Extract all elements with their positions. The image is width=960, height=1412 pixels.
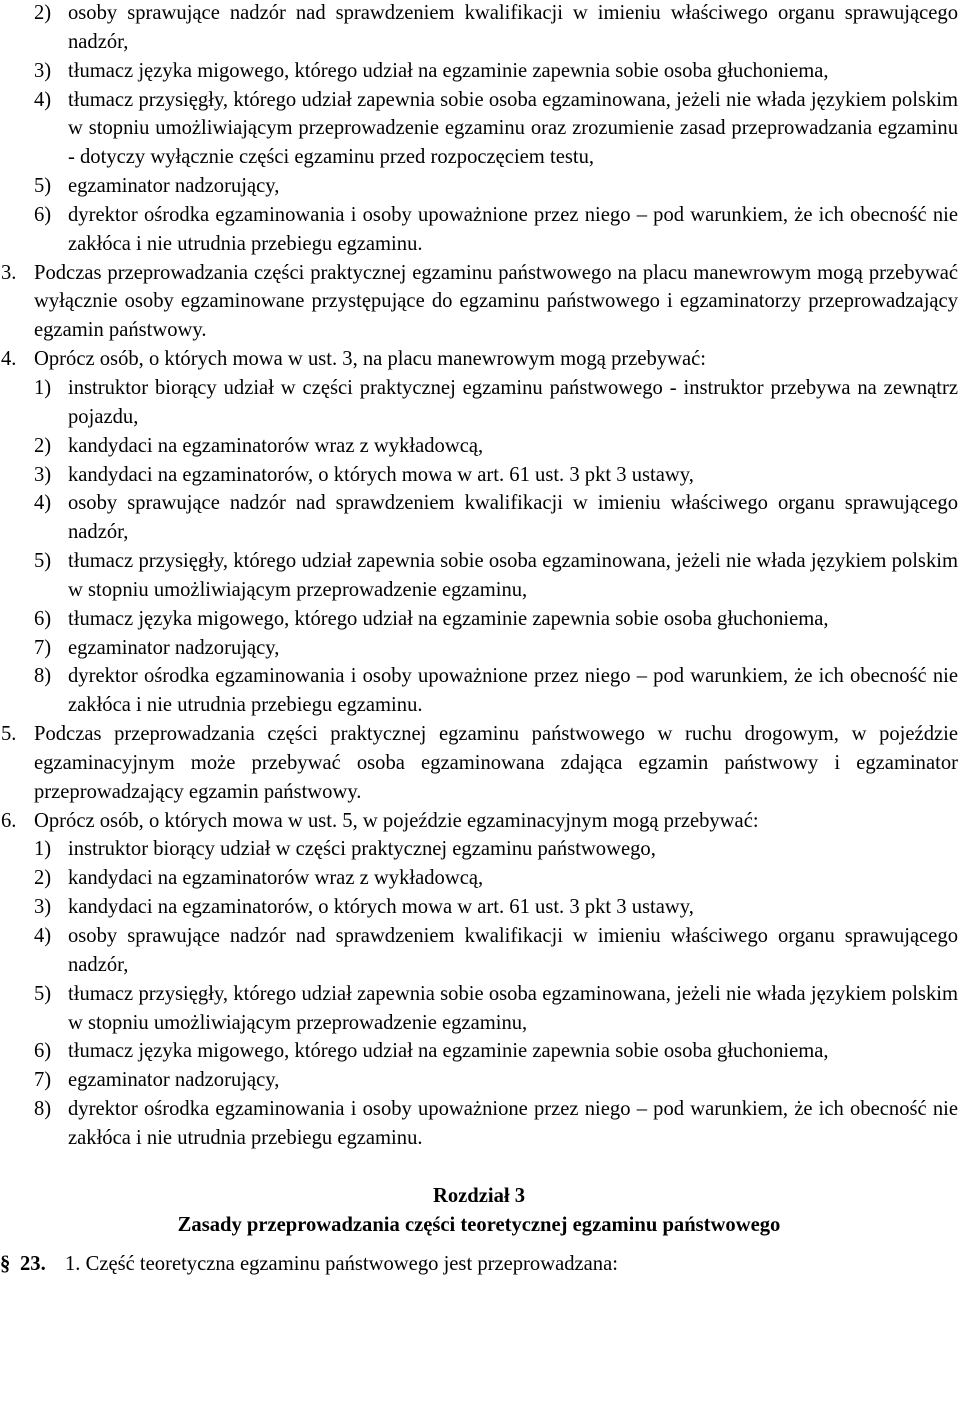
item-text: tłumacz przysięgły, którego udział zapewnia sobie osoba egzaminowana, jeżeli nie włada językiem polskim w stopniu umożliwiającym przeprowadzenie egzaminu, [68, 982, 958, 1034]
paragraph-item [0, 807, 958, 836]
item-number: 7) [34, 1069, 52, 1092]
item-text: tłumacz języka migowego, którego udział na egzaminie zapewnia sobie osoba głuchoniema, [68, 1040, 829, 1063]
paragraph-item [0, 259, 958, 346]
item-number: 8) [34, 1098, 52, 1121]
list-item [0, 864, 958, 893]
item-text: kandydaci na egzaminatorów wraz z wykładowcą, [68, 867, 484, 890]
item-number: 6) [34, 607, 52, 630]
list-item [0, 172, 958, 201]
list-item [0, 374, 958, 432]
item-number: 7) [34, 636, 52, 659]
list-item [0, 1095, 958, 1153]
item-number: 3) [34, 59, 52, 82]
item-text: egzaminator nadzorujący, [68, 1069, 280, 1092]
item-number: 6. [1, 809, 17, 832]
item-text: kandydaci na egzaminatorów, o których mowa w art. 61 ust. 3 pkt 3 ustawy, [68, 896, 694, 919]
item-text: Podczas przeprowadzania części praktycznej egzaminu państwowego na placu manewrowym mogą przebywać wyłącznie osoby egzaminowane przystępujące do egzaminu państwowego i egzaminatorzy przeprowadzający egzamin państwowy. [34, 261, 958, 342]
item-number: 5) [34, 982, 52, 1005]
item-number: 4) [34, 925, 52, 947]
item-number: 5) [34, 550, 52, 573]
item-number: 2) [34, 434, 52, 457]
chapter-number: Rozdział 3 [432, 1184, 526, 1207]
item-number: 4) [34, 88, 52, 111]
item-number: 6) [34, 203, 52, 226]
list-item [0, 1066, 958, 1095]
item-text: tłumacz przysięgły, którego udział zapewnia sobie osoba egzaminowana, jeżeli nie włada językiem polskim w stopniu umożliwiającym przeprowadzenie egzaminu, [68, 550, 958, 601]
list-item [0, 980, 958, 1038]
section-paragraph-1 [65, 1250, 618, 1279]
item-number: 4) [34, 492, 52, 515]
item-text: kandydaci na egzaminatorów wraz z wykładowcą, [68, 434, 484, 457]
item-number: 1) [34, 838, 52, 861]
item-number: 4. [1, 348, 17, 371]
paragraph-item [0, 720, 958, 807]
item-number: 3) [34, 463, 52, 486]
section-mark: § [0, 1253, 11, 1276]
list-item [0, 489, 958, 547]
item-text: egzaminator nadzorujący, [68, 636, 280, 659]
item-text: tłumacz języka migowego, którego udział na egzaminie zapewnia sobie osoba głuchoniema, [68, 59, 829, 82]
list-item [0, 893, 958, 922]
item-text: Oprócz osób, o których mowa w ust. 3, na placu manewrowym mogą przebywać: [34, 348, 706, 371]
item-text: osoby sprawujące nadzór nad sprawdzeniem kwalifikacji w imieniu właściwego organu sprawującego nadzór, [68, 492, 958, 544]
item-number: 6) [34, 1040, 52, 1063]
item-text: instruktor biorący udział w części praktycznej egzaminu państwowego, [68, 838, 656, 861]
section-number: 23. [20, 1253, 46, 1276]
item-number: 1) [34, 376, 52, 399]
item-text: tłumacz przysięgły, którego udział zapewnia sobie osoba egzaminowana, jeżeli nie włada językiem polskim w stopniu umożliwiającym przeprowadzenie egzaminu oraz zrozumienie zasad przeprowadzania egzaminu - dotyczy wyłącznie części egzaminu przed rozpoczęciem testu, [68, 88, 958, 169]
item-number: 5) [34, 175, 52, 198]
paragraph-text: Część teoretyczna egzaminu państwowego jest przeprowadzana: [85, 1253, 618, 1276]
list-item [0, 86, 958, 173]
item-text: Oprócz osób, o których mowa w ust. 5, w pojeździe egzaminacyjnym mogą przebywać: [34, 809, 759, 832]
paragraph-item [0, 345, 958, 374]
item-text: osoby sprawujące nadzór nad sprawdzeniem kwalifikacji w imieniu właściwego organu sprawującego nadzór, [68, 2, 958, 53]
item-text: dyrektor ośrodka egzaminowania i osoby upoważnione przez niego – pod warunkiem, że ich obecność nie zakłóca i nie utrudnia przebiegu egzaminu. [68, 203, 958, 255]
chapter-heading [0, 1182, 958, 1240]
list-item [0, 57, 958, 86]
list-item [0, 634, 958, 663]
list-item [0, 461, 958, 490]
section-23 [0, 1250, 958, 1279]
list-item [0, 662, 958, 720]
item-number: 2) [34, 2, 52, 24]
item-text: osoby sprawujące nadzór nad sprawdzeniem kwalifikacji w imieniu właściwego organu sprawującego nadzór, [68, 925, 958, 976]
chapter-title: Zasady przeprowadzania części teoretycznej egzaminu państwowego [177, 1213, 781, 1236]
item-number: 3. [1, 261, 17, 284]
item-text: dyrektor ośrodka egzaminowania i osoby upoważnione przez niego – pod warunkiem, że ich obecność nie zakłóca i nie utrudnia przebiegu egzaminu. [68, 665, 958, 717]
item-text: instruktor biorący udział w części praktycznej egzaminu państwowego - instruktor przebywa na zewnątrz pojazdu, [68, 376, 958, 428]
list-item [0, 835, 958, 864]
item-text: tłumacz języka migowego, którego udział na egzaminie zapewnia sobie osoba głuchoniema, [68, 607, 829, 630]
paragraph-number: 1. [65, 1253, 81, 1276]
item-number: 3) [34, 896, 52, 919]
item-number: 8) [34, 665, 52, 688]
list-item [0, 605, 958, 634]
item-text: dyrektor ośrodka egzaminowania i osoby upoważnione przez niego – pod warunkiem, że ich obecność nie zakłóca i nie utrudnia przebiegu egzaminu. [68, 1098, 958, 1149]
item-text: Podczas przeprowadzania części praktycznej egzaminu państwowego w ruchu drogowym, w pojeździe egzaminacyjnym może przebywać osoba egzaminowana zdająca egzamin państwowy i egzaminator przeprowadzający egzamin państwowy. [34, 723, 958, 803]
item-text: kandydaci na egzaminatorów, o których mowa w art. 61 ust. 3 pkt 3 ustawy, [68, 463, 694, 486]
list-item [0, 432, 958, 461]
item-number: 5. [1, 723, 17, 746]
item-number: 2) [34, 867, 52, 890]
list-item [0, 201, 958, 259]
list-item [0, 922, 958, 980]
list-item [0, 547, 958, 605]
item-text: egzaminator nadzorujący, [68, 175, 280, 198]
list-item [0, 1037, 958, 1066]
list-item [0, 0, 958, 57]
